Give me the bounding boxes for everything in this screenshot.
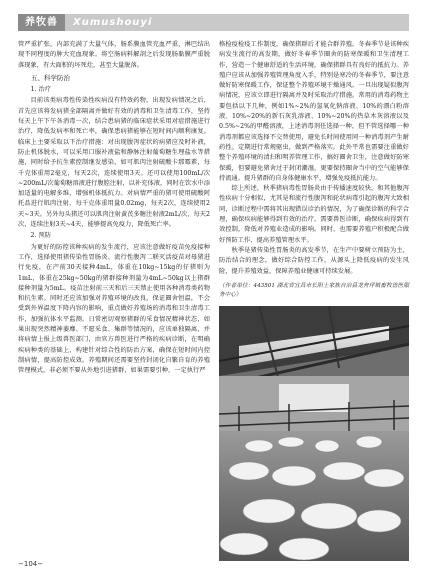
page-number: −104− [18, 560, 44, 568]
paragraph: 秋季是猪传染性胃肠炎的高发季节，在生产中要树立预防为主，防治结合的理念，做好综合防控工作，从源头上降低疫病的发生风险，提升养殖效益，保障养殖业健康可持续发展。 [219, 246, 409, 275]
pig-barn-photo [219, 306, 409, 561]
paragraph: 为更好的防控该种疾病的发生流行，应该注意做好疫苗免疫接种工作，选择使用猪传染性胃肠炎、流行性腹泻二联灭活疫苗对母猪进行免疫，在产前30天接种4mL，体重在10kg~15kg的仔猪则为1mL，体重在25kg~50kg的猪群接种剂量为4mL~50kg以上猪群接种剂量为5mL。疫苗注射前三天和后三天禁止使用各种消毒类药物和抗生素。同时还应该加强对养殖环境的改良，保证圈舍恒温，不会受到外界温度下降内容的影响，重点做好养殖场的消毒和卫生清毒工作，加强抗体水平监测。日常密切观察猪群的采食情况精神状态，如果出现突然精神萎靡、不愿采食、集群等情况的，应该单独隔离，并将病情上报上级兽医部门，由官方兽医进行严格的疾病诊断，在明确疾病种类的基础上，构建针对综合性的防治方案，确保在短时间内控制病情，提高防控成效。养殖期间还需要坚持封闭化自繁自育的养殖管理模式，非必须不要从外地引进猪群，如果需要引种，一定执行严 [18, 243, 210, 375]
section-heading: 五、科学防治 [31, 73, 70, 82]
paragraph: 格检疫检疫工作制度，确保猪群后才能合群养殖。冬春季节是该种疾病发生流行的高发期，做好冬春季节圈舍的防寒保暖和卫生清理工作，营造一个健康舒适的生活环境，确保猪群具有良好的抵抗力。养殖户应该从加强养殖管理角度入手，特别是寒冷的冬春季节，要注意做好防寒保暖工作，保证整个养殖环境干燥通风。一旦出现疑似腹泻病情况，应该立即进行隔离并及时采取治疗措施。常用的消毒药物主要包括以下几种，例如1%~2%的氢氧化钠溶液、10%的漂白粉溶液、10%~20%的新石灰乳溶液、10%~20%的热草木灰溶液以及0.5%~2%的甲醛溶液，上述消毒剂任选择一种，但不管选择哪一种消毒剂都应该选择不交替使用，避免长时间使用同一种消毒剂产生耐药性。定期进行常规驱虫，做到严格落实。此外平常也需要注重做好整个养殖环境的清扫和明养管理工作，搞好圈舍卫生，注意做好防寒保暖，但要避免猪舍过于封闭潮湿，更要保持圈舍当中的空气能够保持流通。提升猪群的自身体健康水平，增强免疫抵抗能力。 [219, 41, 409, 182]
paragraph: 综上所述，秋季猪病毒性胃肠炎由于传播速度较快，和其他腹泻性疾病十分相似，尤其是和流行性腹泻和轮状病毒引起的腹泻大致相同，诊断过程中需将其出现错误诊治的情况，为了确保诊断的科学合理，确保疾病能够得到有效的治疗，需要兽医诊断，确保疾病得到有效控制，降低对养殖业造成的影响。同时，也需要养殖户积极配合做好预防工作，提高养殖管理水平。 [219, 185, 409, 244]
paragraph: 管严重扩张，内部充满了大量气体，肠系膜血管充血严重，淋巴结出现不同程度的肿大充血现象。将空肠病料解剖之后发现肠黏膜严重脱落现象，有大面积的坏死灶，甚至大量脱落。 [18, 41, 210, 69]
left-column [18, 40, 210, 377]
section-heading: 2. 预防 [30, 232, 51, 240]
author-affiliation: （作者单位：443501 湖北省宜昌市长阳土家族自治县龙舟坪镇畜牧兽医服务中心） [219, 282, 409, 298]
section-tag: 养牧兽 [18, 14, 65, 31]
right-column [219, 40, 409, 300]
paragraph: 目前该类病毒性传染性疾病没有特效药物，出现发病情况之后，首先应该将发病猪全部隔离并做好有效的消毒和卫生清毒工作，坚持每天上午下午各消毒一次，结合患病猪的临床症状采用对症措施进行治疗，降低发病率和死亡率，确保患病猪能够在短时间内顺利康复。临床上主要采取以下治疗措施：对出现腹泻症状的病猪应及时补液，防止机体脱水，可以采用口服补液盐和静脉注射葡萄糖生理盐水等措施，同时给予抗生素控制继发感染，如可肌肉注射硫酸卡那霉素，每千克体重用2毫克，每天2次，连续使用3天。还可以使用100mL/次~200mL/次葡萄糖溶液进行腹腔注射，以补充体液，同时在饮水中添加适量的电解多维，增强机体抵抗力。对病情严重的猪可使用硫酸阿托品进行肌肉注射，每千克体重用量0.02mg，每天2次，连续使用2天~3天。另外每头猪还可以肌肉注射黄芪多糖注射液2mL/次，每天2次，连续注射3天~4天，能够提高免疫力，降低死亡率。 [18, 97, 210, 229]
page-header [18, 14, 409, 31]
section-subtitle: Xumushouyi [73, 17, 153, 28]
section-heading: 1. 治疗 [30, 86, 51, 94]
